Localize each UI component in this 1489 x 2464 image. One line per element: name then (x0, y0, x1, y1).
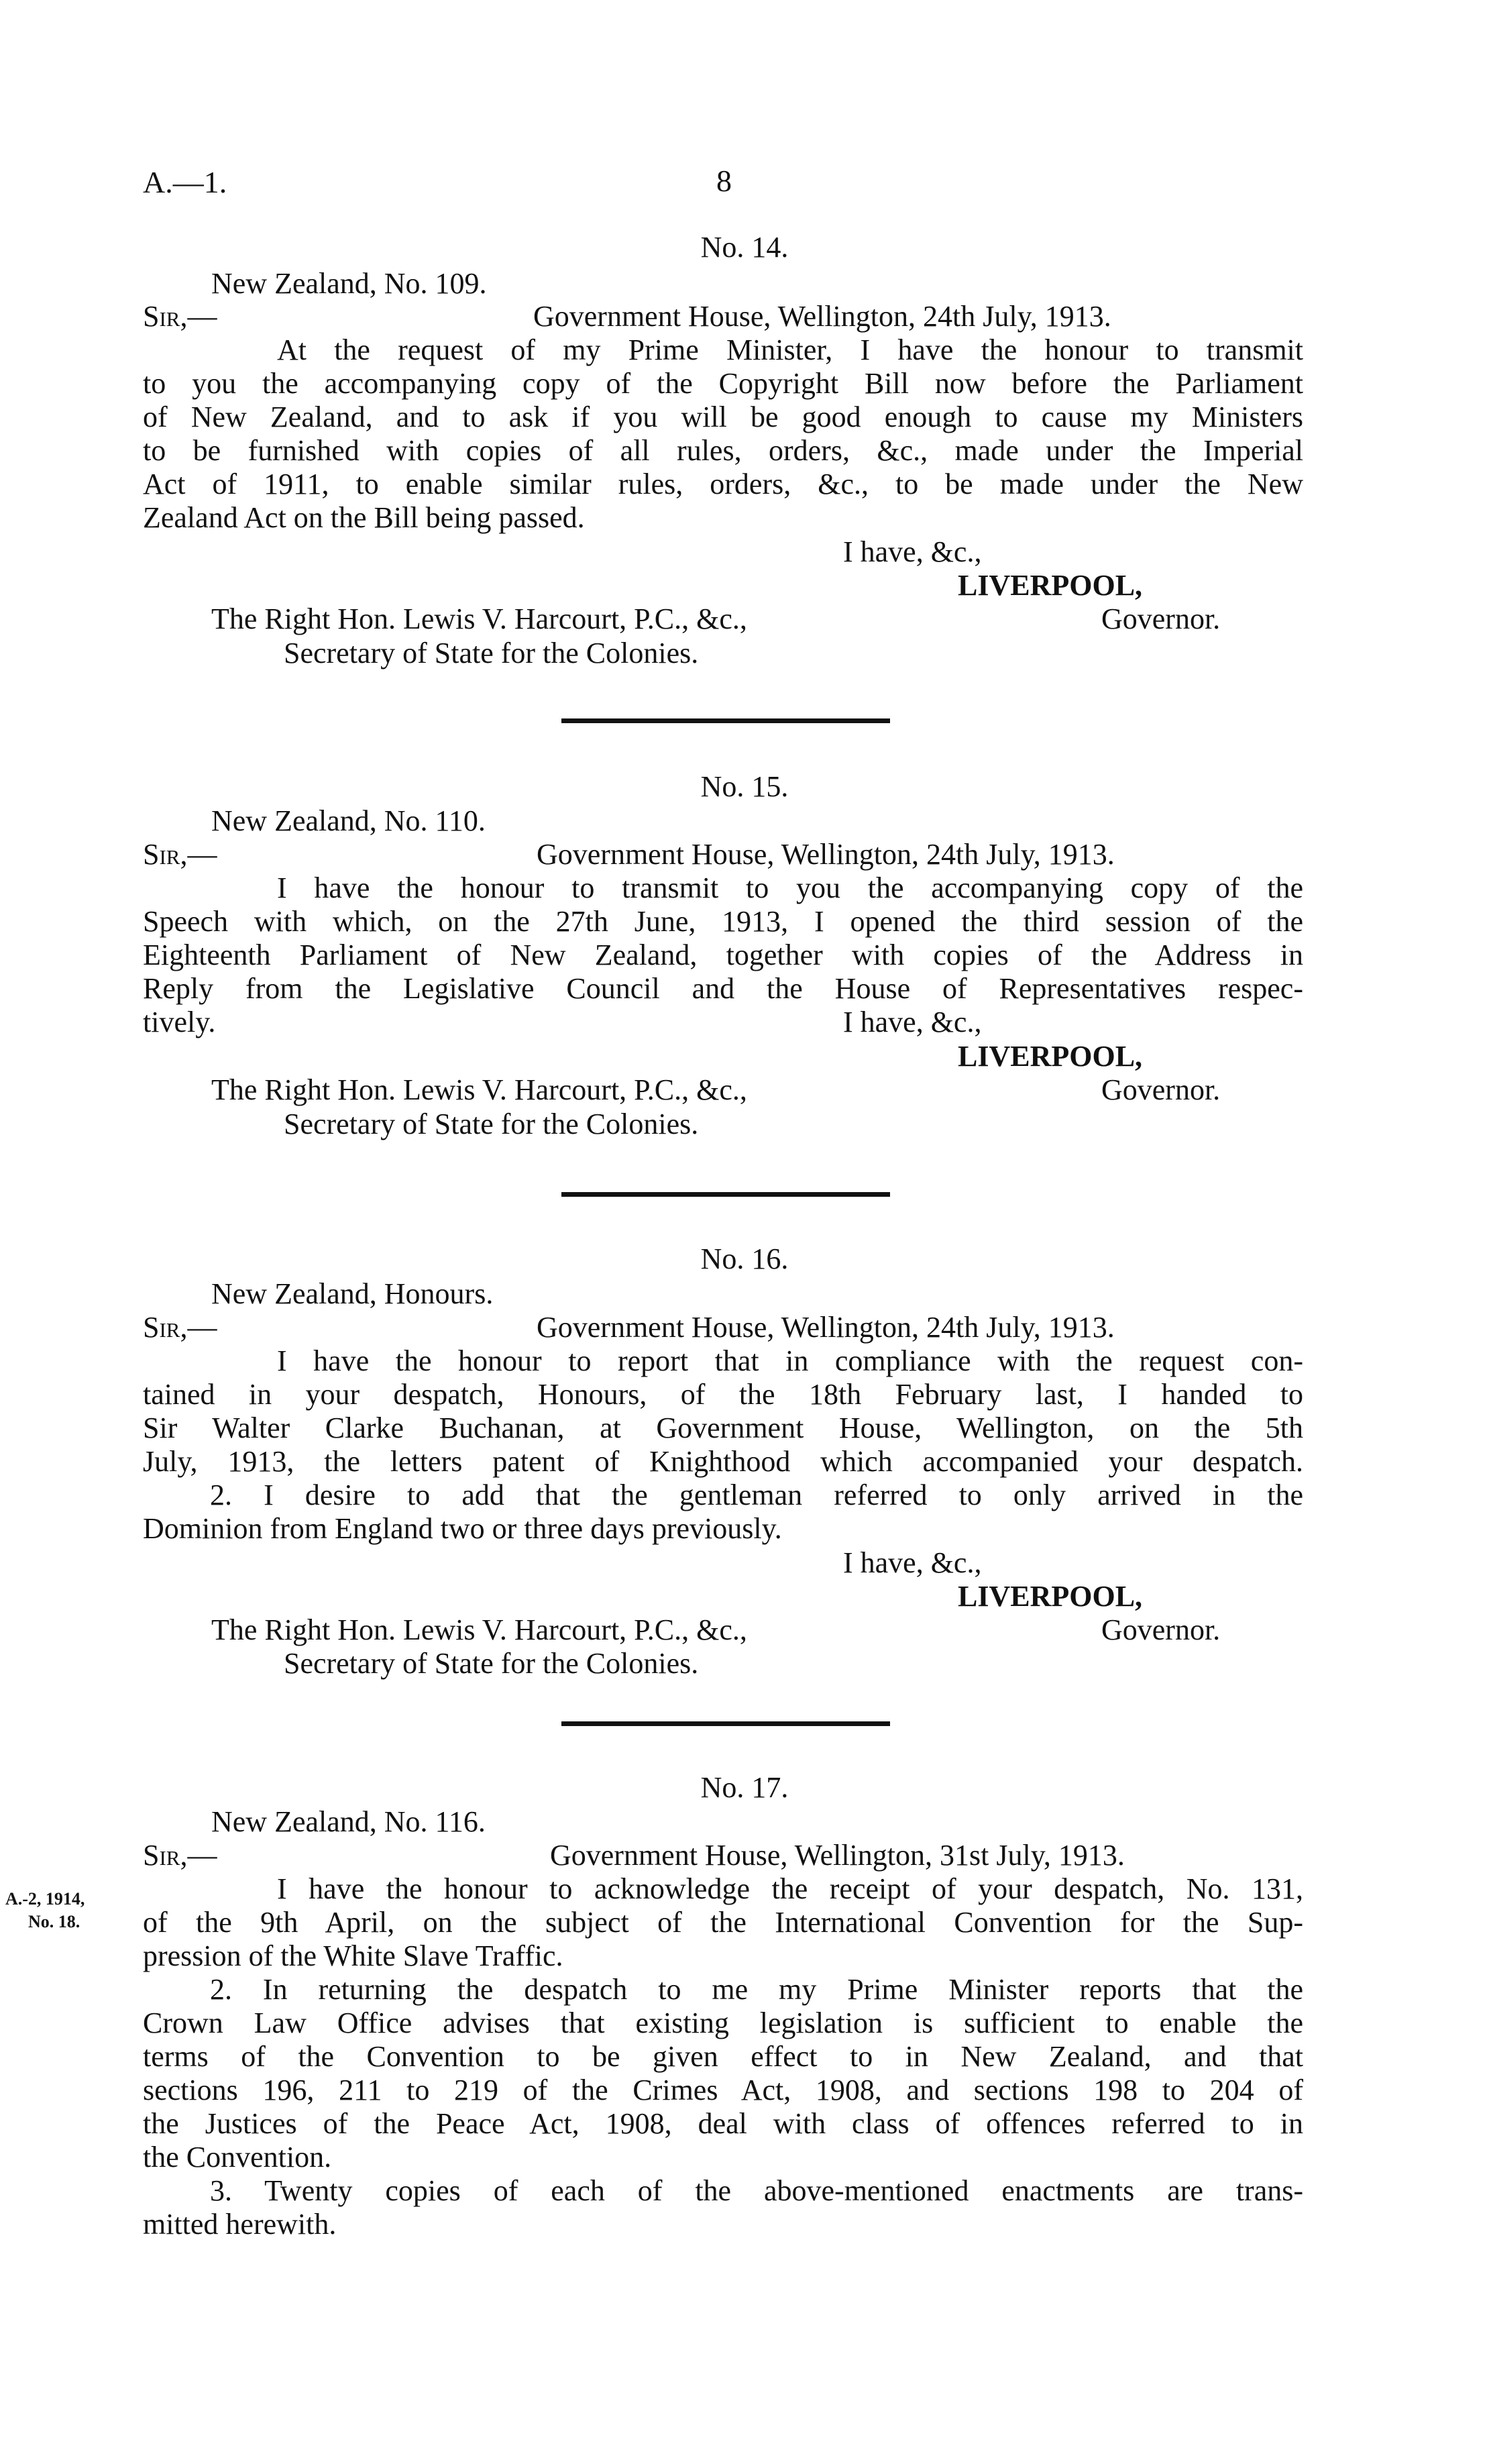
signature: LIVERPOOL, (958, 1580, 1143, 1613)
body-line: 2. I desire to add that the gentleman referred to only arrived in the (210, 1479, 1303, 1511)
body-line: Eighteenth Parliament of New Zealand, together with copies of the Address in (143, 939, 1303, 971)
body-line: the Justices of the Peace Act, 1908, deal with class of offences referred to in (143, 2107, 1303, 2140)
signature: LIVERPOOL, (958, 569, 1143, 602)
margin-note: No. 18. (28, 1912, 80, 1931)
section-divider (561, 1192, 890, 1197)
body-line: July, 1913, the letters patent of Knighthood which accompanied your despatch. (143, 1445, 1303, 1478)
sender-address: Government House, Wellington, 24th July, 1913. (533, 300, 1111, 333)
body-line: Dominion from England two or three days previously. (143, 1512, 782, 1545)
margin-note: A.-2, 1914, (5, 1889, 85, 1909)
salutation: Sir,— (143, 1311, 217, 1344)
body-line: I have the honour to acknowledge the receipt of your despatch, No. 131, (277, 1872, 1303, 1905)
body-line: terms of the Convention to be given effect to in New Zealand, and that (143, 2040, 1303, 2073)
body-line: Reply from the Legislative Council and the House of Representatives respec- (143, 972, 1303, 1005)
salutation: Sir,— (143, 1839, 217, 1872)
letter-reference: New Zealand, Honours. (211, 1277, 494, 1310)
salutation: Sir,— (143, 838, 217, 871)
page-number: 8 (716, 164, 732, 198)
section-divider (561, 718, 890, 723)
letter-reference: New Zealand, No. 110. (211, 804, 486, 837)
addressee-title: Secretary of State for the Colonies. (284, 1108, 699, 1140)
body-line: pression of the White Slave Traffic. (143, 1939, 563, 1972)
body-line: tively. (143, 1006, 216, 1038)
body-line: Act of 1911, to enable similar rules, orders, &c., to be made under the New (143, 468, 1303, 500)
body-line: At the request of my Prime Minister, I have the honour to transmit (277, 333, 1303, 366)
signature-title: Governor. (1101, 1613, 1221, 1646)
addressee-title: Secretary of State for the Colonies. (284, 637, 699, 669)
addressee: The Right Hon. Lewis V. Harcourt, P.C., &c., (211, 1613, 747, 1646)
letter-number: No. 14. (700, 231, 789, 264)
letter-reference: New Zealand, No. 116. (211, 1805, 486, 1838)
body-line: Zealand Act on the Bill being passed. (143, 501, 585, 534)
addressee-title: Secretary of State for the Colonies. (284, 1647, 699, 1680)
body-line: tained in your despatch, Honours, of the 18th February last, I handed to (143, 1378, 1303, 1411)
body-line: Crown Law Office advises that existing legislation is sufficient to enable the (143, 2006, 1303, 2039)
body-line: to you the accompanying copy of the Copyright Bill now before the Parliament (143, 367, 1303, 400)
body-line: Speech with which, on the 27th June, 1913, I opened the third session of the (143, 905, 1303, 938)
sender-address: Government House, Wellington, 24th July, 1913. (537, 838, 1115, 871)
signature-title: Governor. (1101, 1073, 1221, 1106)
salutation: Sir,— (143, 300, 217, 333)
body-line: Sir Walter Clarke Buchanan, at Government House, Wellington, on the 5th (143, 1411, 1303, 1444)
letter-number: No. 16. (700, 1242, 789, 1275)
signature: LIVERPOOL, (958, 1040, 1143, 1073)
body-line: of the 9th April, on the subject of the International Convention for the Sup- (143, 1906, 1303, 1939)
letter-number: No. 17. (700, 1771, 789, 1804)
letter-reference: New Zealand, No. 109. (211, 267, 487, 300)
body-line: of New Zealand, and to ask if you will be good enough to cause my Ministers (143, 400, 1303, 433)
addressee: The Right Hon. Lewis V. Harcourt, P.C., &c., (211, 602, 747, 635)
closing: I have, &c., (843, 1546, 982, 1579)
body-line: sections 196, 211 to 219 of the Crimes Act, 1908, and sections 198 to 204 of (143, 2074, 1303, 2106)
body-line: I have the honour to transmit to you the accompanying copy of the (277, 871, 1303, 904)
body-line: 2. In returning the despatch to me my Prime Minister reports that the (210, 1973, 1303, 2006)
closing: I have, &c., (843, 535, 982, 568)
body-line: to be furnished with copies of all rules, orders, &c., made under the Imperial (143, 434, 1303, 467)
body-line: mitted herewith. (143, 2208, 337, 2241)
signature-title: Governor. (1101, 602, 1221, 635)
sender-address: Government House, Wellington, 24th July, 1913. (537, 1311, 1115, 1344)
sender-address: Government House, Wellington, 31st July, 1913. (550, 1839, 1125, 1872)
body-line: 3. Twenty copies of each of the above-mentioned enactments are trans- (210, 2174, 1303, 2207)
section-divider (561, 1721, 890, 1726)
body-line: the Convention. (143, 2141, 332, 2174)
closing: I have, &c., (843, 1006, 982, 1038)
letter-number: No. 15. (700, 770, 789, 803)
addressee: The Right Hon. Lewis V. Harcourt, P.C., &c., (211, 1073, 747, 1106)
document-reference: A.—1. (143, 165, 227, 199)
body-line: I have the honour to report that in compliance with the request con- (277, 1344, 1303, 1377)
